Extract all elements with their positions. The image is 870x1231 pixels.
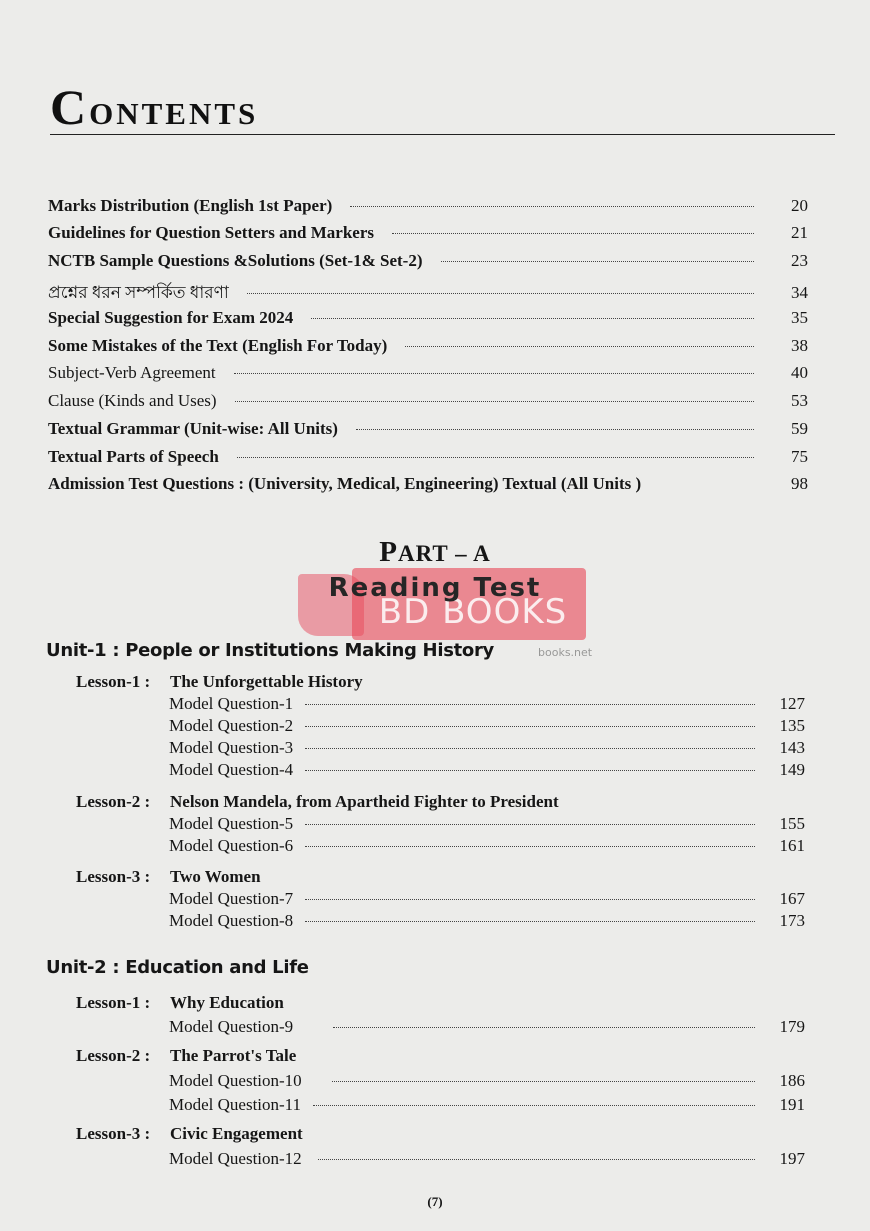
bd-books-watermark: BD BOOKS books.net: [298, 568, 586, 660]
lesson-heading: Lesson-3 : Civic Engagement: [76, 1124, 303, 1143]
toc-entry: Special Suggestion for Exam 2024 35: [48, 308, 808, 327]
toc-entry: Guidelines for Question Setters and Markers 21: [48, 223, 808, 242]
model-question-entry: Model Question-5 155: [169, 814, 805, 833]
toc-entry: Textual Parts of Speech 75: [48, 447, 808, 466]
toc-entry: Textual Grammar (Unit-wise: All Units) 59: [48, 419, 808, 438]
lesson-heading: Lesson-2 : Nelson Mandela, from Apartheid Fighter to President: [76, 792, 559, 811]
model-question-entry: Model Question-3 143: [169, 738, 805, 757]
toc-entry: Clause (Kinds and Uses) 53: [48, 391, 808, 410]
model-question-entry: Model Question-10 186: [169, 1071, 805, 1090]
toc-entry: Marks Distribution (English 1st Paper) 20: [48, 196, 808, 215]
unit-heading: Unit-1 : People or Institutions Making History: [46, 640, 494, 661]
heading-divider: [50, 134, 835, 135]
lesson-heading: Lesson-1 : Why Education: [76, 993, 284, 1012]
toc-entry: Admission Test Questions : (University, Medical, Engineering) Textual (All Units ) 98: [48, 474, 808, 493]
model-question-entry: Model Question-7 167: [169, 889, 805, 908]
page-heading: CONTENTS: [50, 79, 259, 135]
part-title: PART – A: [379, 536, 491, 568]
model-question-entry: Model Question-9 179: [169, 1017, 805, 1036]
model-question-entry: Model Question-8 173: [169, 911, 805, 930]
model-question-entry: Model Question-2 135: [169, 716, 805, 735]
lesson-heading: Lesson-2 : The Parrot's Tale: [76, 1046, 297, 1065]
toc-entry: Subject-Verb Agreement 40: [48, 363, 808, 382]
model-question-entry: Model Question-12 197: [169, 1149, 805, 1168]
lesson-heading: Lesson-3 : Two Women: [76, 867, 261, 886]
toc-entry: প্রশ্নের ধরন সম্পর্কিত ধারণা 34: [48, 283, 808, 302]
page-number: (7): [427, 1194, 443, 1209]
model-question-entry: Model Question-4 149: [169, 760, 805, 779]
lesson-heading: Lesson-1 : The Unforgettable History: [76, 672, 363, 691]
model-question-entry: Model Question-6 161: [169, 836, 805, 855]
model-question-entry: Model Question-11 191: [169, 1095, 805, 1114]
toc-entry: Some Mistakes of the Text (English For Today) 38: [48, 336, 808, 355]
toc-entry: NCTB Sample Questions &Solutions (Set-1& Set-2) 23: [48, 251, 808, 270]
model-question-entry: Model Question-1 127: [169, 694, 805, 713]
unit-heading: Unit-2 : Education and Life: [46, 957, 309, 978]
part-subtitle: Reading Test: [328, 573, 542, 603]
